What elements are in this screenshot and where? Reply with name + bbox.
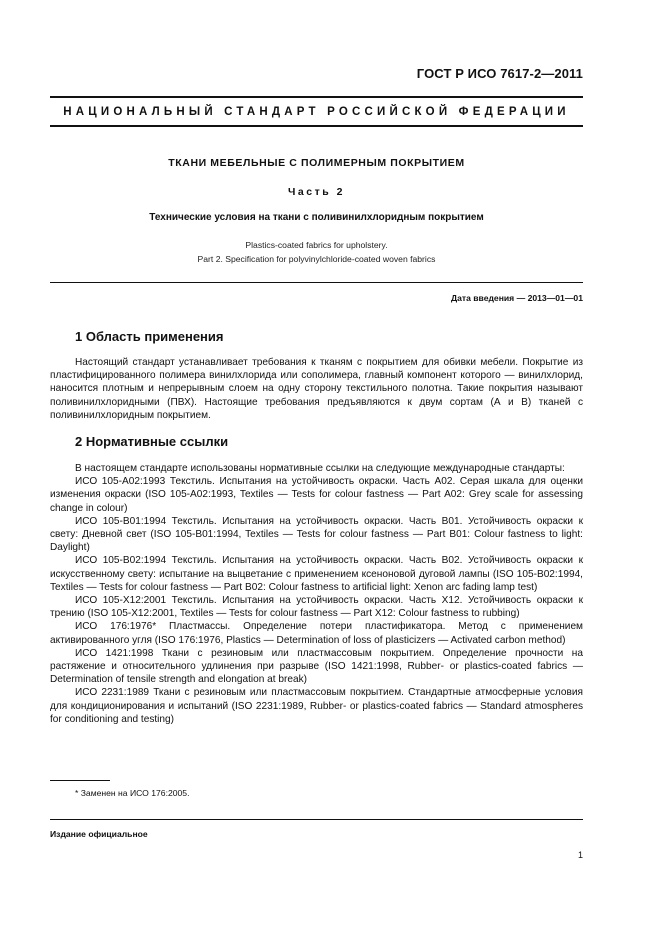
standard-title: ТКАНИ МЕБЕЛЬНЫЕ С ПОЛИМЕРНЫМ ПОКРЫТИЕМ <box>168 157 465 169</box>
national-standard-banner: НАЦИОНАЛЬНЫЙ СТАНДАРТ РОССИЙСКОЙ ФЕДЕРАЦИИ <box>63 106 570 118</box>
english-title-line-2: Part 2. Specification for polyvinylchloride-coated woven fabrics <box>197 254 436 264</box>
section-2-intro: В настоящем стандарте использованы нормативные ссылки на следующие международные стандарты: <box>75 463 565 474</box>
section-1-body <box>50 356 583 422</box>
footnote-rule <box>50 780 110 781</box>
english-title-line-1: Plastics-coated fabrics for upholstery. <box>245 240 388 250</box>
introduction-date: Дата введения — 2013—01—01 <box>450 293 583 303</box>
reference-item: ИСО 2231:1989 Ткани с резиновым или пластмассовым покрытием. Стандартные атмосферные условия для кондиционирования и испытаний (ISO 2231:1989, Rubber- or plastics-coated fabrics — Standard atmospheres for conditioning and testing) <box>50 687 583 725</box>
reference-item: ИСО 105-B02:1994 Текстиль. Испытания на устойчивость окраски. Часть B02. Устойчивость окраски к искусственному свету: испытание на выцветание с применением ксеноновой дуговой лампы (ISO 105-B02:1994, Textiles — Tests for colour fastness — Part B02: Colour fastness to artificial light: Xenon arc fading lamp test) <box>50 555 583 593</box>
title-rule <box>50 282 583 283</box>
page-number: 1 <box>577 850 583 860</box>
reference-item: ИСО 1421:1998 Ткани с резиновым или пластмассовым покрытием. Определение прочности на растяжение и относительного удлинения при разрыве (ISO 1421:1998, Rubber- or plastics-coated fabrics — Determination of tensile strength and elongation at break) <box>50 647 583 686</box>
reference-item: ИСО 105-B01:1994 Текстиль. Испытания на устойчивость окраски. Часть B01. Устойчивость окраски к свету: Дневной свет (ISO 105-B01:1994, Textiles — Tests for colour fastness — Part B01: Colour fastness to light: Daylight) <box>50 515 583 554</box>
reference-item: ИСО 105-X12:2001 Текстиль. Испытания на устойчивость окраски. Часть X12. Устойчивость окраски к трению (ISO 105-X12:2001, Textiles — Tests for colour fastness — Part X12: Colour fastness to rubbing) <box>50 595 583 620</box>
reference-item: ИСО 105-A02:1993 Текстиль. Испытания на устойчивость окраски. Часть A02. Серая шкала для оценки изменения окраски (ISO 105-A02:1993, Textiles — Tests for colour fastness — Part A02: Grey scale for assessing change in colour) <box>50 476 583 514</box>
section-2-body <box>50 462 583 726</box>
footnote: * Заменен на ИСО 176:2005. <box>75 788 190 798</box>
section-2-heading: 2 Нормативные ссылки <box>75 434 229 449</box>
part-label: Часть 2 <box>288 186 345 198</box>
footer-rule <box>50 819 583 820</box>
header-rule-top <box>50 96 583 98</box>
official-edition-label: Издание официальное <box>50 829 148 839</box>
standard-subtitle: Технические условия на ткани с поливинилхлоридным покрытием <box>149 212 484 223</box>
header-rule-bottom <box>50 125 583 127</box>
section-1-heading: 1 Область применения <box>75 329 224 344</box>
reference-item: ИСО 176:1976* Пластмассы. Определение потери пластификатора. Метод с применением активированного угля (ISO 176:1976, Plastics — Determination of loss of plasticizers — Activated carbon method) <box>50 621 583 646</box>
section-1-paragraph: Настоящий стандарт устанавливает требования к тканям с покрытием для обивки мебели. Покрытие из пластифицированного полимера винилхлорида или сополимера, главный компонент которого — винилхлорид, наносится плотным и непрерывным слоем на одну сторону текстильного полотна. Такие покрытия называют поливинилхлоридными (ПВХ). Настоящие требования предъявляются к двум сортам (А и В) тканей с поливинилхлоридным покрытием. <box>50 357 583 421</box>
document-code: ГОСТ Р ИСО 7617-2—2011 <box>416 66 583 81</box>
